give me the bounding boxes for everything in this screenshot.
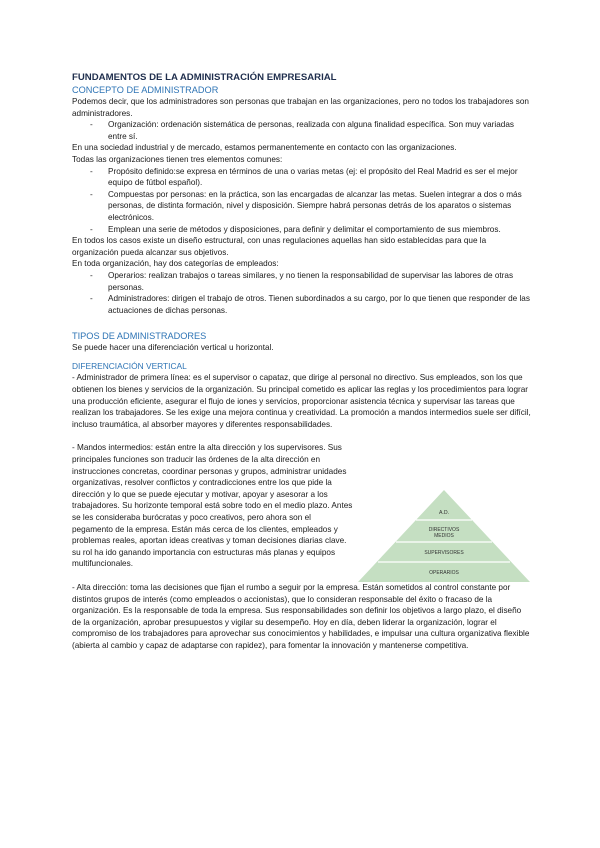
heading-diferenciacion-vertical: DIFERENCIACIÓN VERTICAL — [72, 360, 187, 371]
hierarchy-pyramid — [356, 486, 532, 591]
list-item: - Organización: ordenación sistemática de personas, realizada con alguna finalidad específica. Son muy variadas entre sí. — [72, 119, 532, 142]
paragraph-primera-linea: - Administrador de primera línea: es el supervisor o capataz, que dirige al personal no directivo. Sus empleados, son los que obtienen los bienes y servicios de la organización. Su principal cometido es aplicar las reglas y los procedimientos para lograr una producción eficiente, asegurar el flujo de iones y servicios, proporcionar asistencia técnica y supervisar las tareas que realizan los trabajadores. Se les exige una mejora continua y creatividad. La promoción a mandos intermedios suele ser difícil, incluso traumática, al absorber mayores y diferentes responsabilidades. — [72, 373, 531, 429]
paragraph: Todas las organizaciones tienen tres elementos comunes: — [72, 154, 283, 164]
pyramid-level-directivos-medios: DIRECTIVOS MEDIOS — [428, 527, 460, 539]
heading-tipos: TIPOS DE ADMINISTRADORES — [72, 331, 207, 342]
paragraph: Podemos decir, que los administradores son personas que trabajan en las organizaciones, pero no todos los trabajadores son administradores. — [72, 97, 529, 118]
elements-list — [72, 166, 532, 236]
list-item: - Emplean una serie de métodos y disposiciones, para definir y delimitar el comportamiento de sus miembros. — [72, 224, 532, 236]
document-title: FUNDAMENTOS DE LA ADMINISTRACIÓN EMPRESARIAL — [72, 72, 337, 83]
heading-concepto: CONCEPTO DE ADMINISTRADOR — [72, 85, 219, 95]
list-item: - Compuestas por personas: en la práctica, son las encargadas de alcanzar las metas. Suelen integrar a dos o más personas, de distinta formación, nivel y disposición. Siempre habrá personas detrás de los aparatos o sistemas electrónicos. — [72, 189, 532, 224]
pyramid-level-supervisores: SUPERVISORES — [424, 550, 464, 556]
list-item: - Operarios: realizan trabajos o tareas similares, y no tienen la responsabilidad de supervisar las labores de otras personas. — [72, 270, 532, 293]
paragraph-mandos-intermedios: - Mandos intermedios: están entre la alta dirección y los supervisores. Sus principales funciones son traducir las órdenes de la alta dirección en instrucciones concretas, coordinar personas y grupos, administrar unidades organizativas, resolver conflictos y contradicciones entre los que pide la dirección y lo que se puede ejecutar y motivar, apoyar y asesorar a los trabajadores. Su horizonte temporal está sobre todo en el medio plazo. Antes se les consideraba burócratas y poco creativos, pero ahora son el pegamento de la empresa. Están más cerca de los clientes, empleados y problemas reales, aportan ideas creativas y toman decisiones diarias clave. su rol ha ido ganando importancia con estructuras más planas y equipos multifuncionales. — [72, 443, 353, 569]
pyramid-level-ad: A.D. — [438, 510, 450, 516]
paragraph: En una sociedad industrial y de mercado, estamos permanentemente en contacto con las organizaciones. — [72, 143, 457, 153]
categories-list — [72, 270, 532, 316]
pyramid-level-operarios: OPERARIOS — [429, 570, 459, 576]
paragraph: Se puede hacer una diferenciación vertical u horizontal. — [72, 343, 274, 353]
paragraph-alta-direccion: - Alta dirección: toma las decisiones que fijan el rumbo a seguir por la empresa. Están sometidos al control constante por distintos grupos de interés (como empleados o accionistas), que lo consideran responsable del éxito o fracaso de la organización. Es la responsable de toda la empresa. Sus responsabilidades son definir los objetivos a largo plazo, el diseño de la organización, aprobar presupuestos y vigilar su desempeño. Hoy en día, deben liderar la organización, lograr el compromiso de los trabajadores para aprovechar sus conocimientos y habilidades, e impulsar una cultura organizativa flexible (abierta al cambio y capaz de adaptarse con rapidez), para fomentar la innovación y mantenerse competitiva. — [72, 582, 530, 650]
list-item: - Administradores: dirigen el trabajo de otros. Tienen subordinados a su cargo, por lo que tienen que responder de las actuaciones de dichas personas. — [72, 293, 532, 316]
paragraph: En todos los casos existe un diseño estructural, con unas regulaciones aquellas han sido establecidas para que la organización pueda alcanzar sus objetivos. — [72, 236, 487, 257]
definition-list — [72, 119, 532, 142]
paragraph: En toda organización, hay dos categorías de empleados: — [72, 259, 279, 269]
list-item: - Propósito definido:se expresa en términos de una o varias metas (ej: el propósito del Real Madrid es ser el mejor equipo de fútbol español). — [72, 166, 532, 189]
